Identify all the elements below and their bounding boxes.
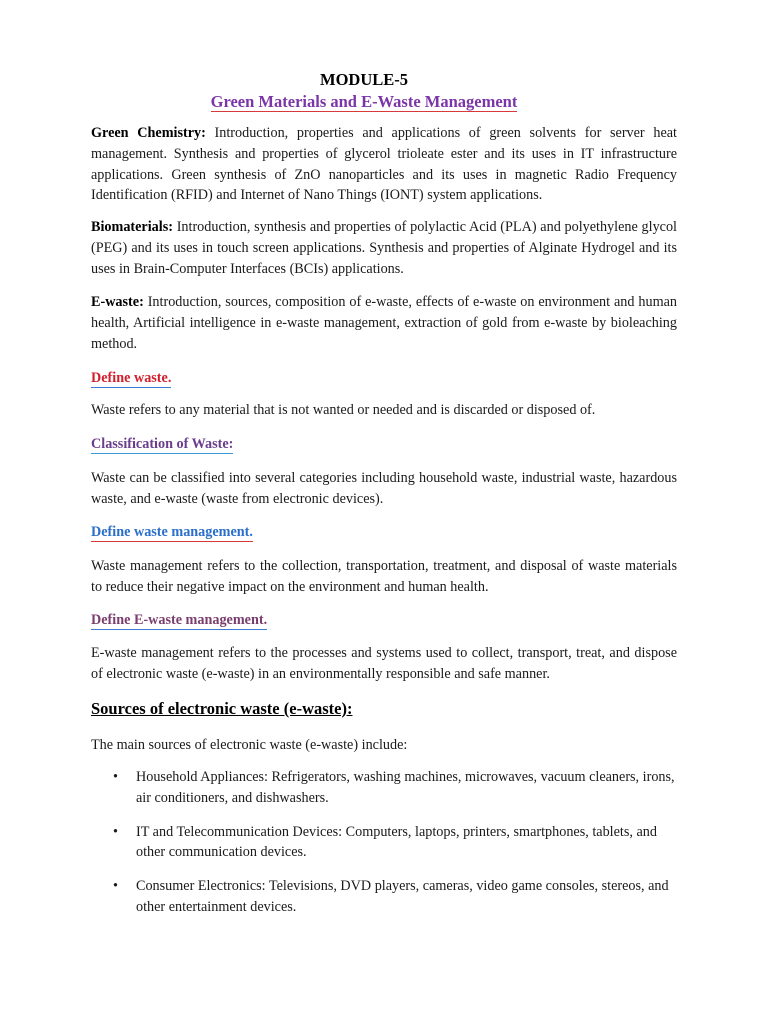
definition-classification: Waste can be classified into several categories including household waste, industrial waste, hazardous waste, and e-waste (waste from electronic devices).: [91, 470, 677, 507]
list-item-text: Household Appliances: Refrigerators, washing machines, microwaves, vacuum cleaners, irons, air conditioners, and dishwashers.: [136, 769, 675, 806]
list-item-text: Consumer Electronics: Televisions, DVD players, cameras, video game consoles, stereos, and other entertainment devices.: [136, 878, 669, 915]
syllabus-label: E-waste:: [91, 294, 144, 310]
syllabus-biomaterials: [91, 217, 677, 279]
heading-sources: Sources of electronic waste (e-waste):: [91, 699, 353, 718]
heading-e-waste-management: Define E-waste management.: [91, 612, 268, 628]
definition-waste-management: Waste management refers to the collection, transportation, treatment, and disposal of waste materials to reduce their negative impact on the environment and human health.: [91, 558, 677, 595]
definition-e-waste-management: E-waste management refers to the processes and systems used to collect, transport, treat, and dispose of electronic waste (e-waste) in an environmentally responsible and safe manner.: [91, 645, 677, 682]
definition-waste: Waste refers to any material that is not wanted or needed and is discarded or disposed of.: [91, 402, 596, 418]
syllabus-green-chemistry: [91, 123, 677, 206]
syllabus-label: Biomaterials:: [91, 219, 173, 235]
module-title: [91, 92, 637, 112]
heading-waste-management: Define waste management.: [91, 524, 253, 540]
list-item: [91, 822, 677, 864]
module-title-text: Green Materials and E-Waste Management: [210, 92, 518, 111]
list-item: [91, 876, 677, 918]
syllabus-text: Introduction, sources, composition of e-waste, effects of e-waste on environment and human health, Artificial intelligence in e-waste management, extraction of gold from e-waste by bioleaching method.: [91, 294, 677, 352]
syllabus-label: Green Chemistry:: [91, 125, 206, 141]
list-item-text: IT and Telecommunication Devices: Computers, laptops, printers, smartphones, tablets, and other communication devices.: [136, 823, 657, 861]
sources-list: [91, 767, 677, 918]
list-item: [91, 767, 677, 809]
sources-intro: The main sources of electronic waste (e-waste) include:: [91, 737, 408, 753]
syllabus-e-waste: [91, 292, 677, 354]
heading-classification: Classification of Waste:: [91, 436, 234, 452]
syllabus-text: Introduction, synthesis and properties of polylactic Acid (PLA) and polyethylene glycol (PEG) and its uses in touch screen applications. Synthesis and properties of Alginate Hydrogel and its uses in Brain-Computer Interfaces (BCIs) applications.: [91, 219, 677, 277]
module-number: MODULE-5: [320, 70, 408, 89]
bullet-marker: •: [113, 769, 118, 785]
heading-define-waste: Define waste.: [91, 370, 172, 386]
bullet-marker: •: [113, 878, 118, 895]
bullet-marker: •: [113, 823, 118, 840]
syllabus-text: Introduction, properties and applications of green solvents for server heat management. Synthesis and properties of glycerol trioleate ester and its uses in IT infrastructure applications. Green synthesis of ZnO nanoparticles and its uses in magnetic Radio Frequency Identification (RFID) and Internet of Nano Things (IONT) system applications.: [91, 125, 677, 204]
